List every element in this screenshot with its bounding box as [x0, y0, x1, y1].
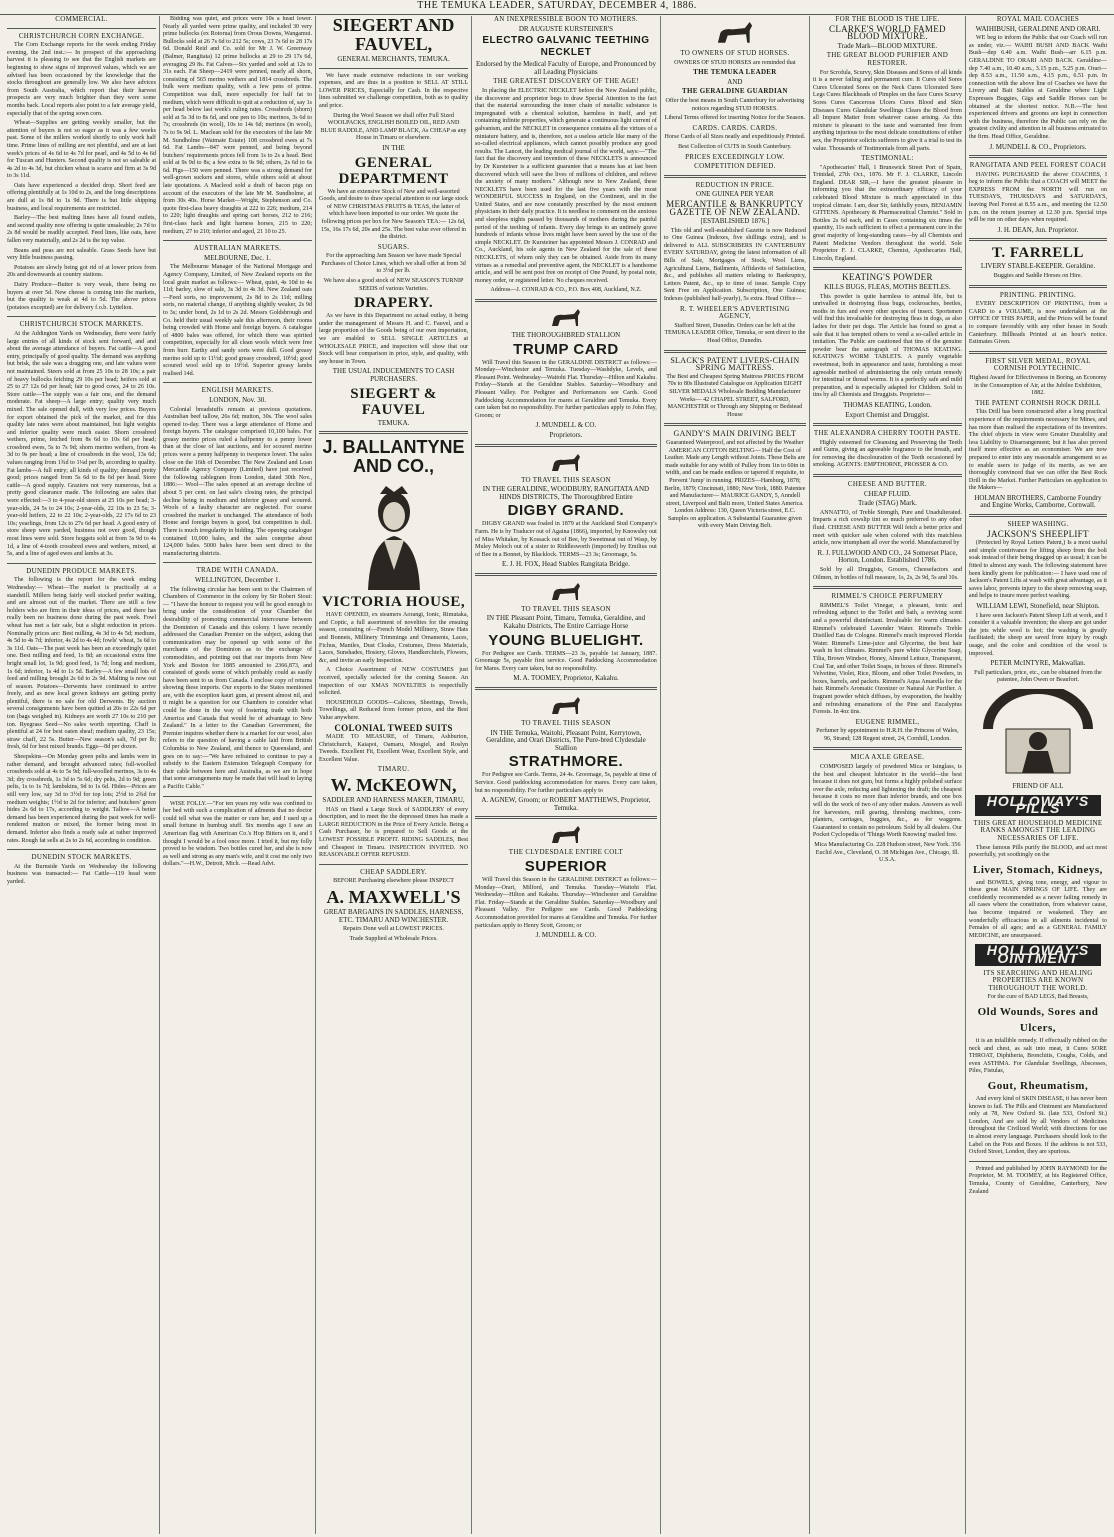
advert-text: IN THE — [382, 143, 405, 152]
advert-title: A. MAXWELL'S — [326, 887, 461, 907]
advert-subtitle: LIVERY STABLE-KEEPER. Geraldine. — [980, 262, 1096, 271]
advert-signature: J. H. DEAN, Jun. Proprietor. — [997, 225, 1079, 234]
advert-subtitle: IN THE GERALDINE, WOODBURY, RANGITATA AND HINDS DISTRICTS, The Thoroughbred Entire — [482, 485, 650, 501]
advert-text: For Pedigree see Cards. TERMS—23 3s, payable 1st January, 1887. Groomage 5s, payable first service. Good Paddocking Accommodation for Mares. Every care taken, but no responsibility. — [475, 650, 657, 672]
advert-signature: THOMAS KEATING, London. — [843, 400, 932, 409]
article-text: Potatoes are slowly being got rid of at lower prices from 20s and downwards at country stations. — [7, 264, 157, 279]
advert-text: Mica Manufacturing Co. 228 Hudson street, New York. 356 Euclid Ave., Cleveland, O. 38 Michigan Ave., Chicago, Ill. U.S.A. — [814, 842, 961, 864]
advert-head: R. T. WHEELER'S ADVERTISING AGENCY, — [679, 304, 790, 321]
advert-text: it is an infallible remedy. If effectually rubbed on the neck and chest, as salt into meat, it Cures SORE THROAT, Diphtheria, Bronchitis, Coughs, Colds, and even ASTHMA. For Glandular Swellings, Abscesses, Piles, Fistulas, — [968, 1038, 1108, 1075]
article-head: ENGLISH MARKETS. — [201, 386, 274, 395]
advert-head: MICA AXLE GREASE. — [850, 753, 925, 762]
holloway-pills-banner: HOLLOWAY'S PILLS — [975, 795, 1101, 816]
article-text: Barley—The best malting lines have all found outlets, and second quality now offering is quite unsaleable; 2s 7d to 2s 8d would be readily accepted. Feed lines, like oats, have fallen very materially, and 2s 2d is the top value. — [7, 215, 157, 245]
advert-text: As we have in this Department no actual outlay, it being under the management of Messrs H. and C. Fauvel, and a large proportion of the Goods being of our own importation, we are enabled to SELL SINGLE ARTICLES at WHOLESALE PRICE, and inspection will show that our Stock will bear comparison in price, style, and quality, with any house in Town. — [319, 313, 469, 365]
article-text: At the Burnside Yards on Wednesday the following business was transacted:— Fat Cattle—119 head were yarded. — [7, 863, 157, 885]
advert-signature: A. AGNEW, Groom; or ROBERT MATTHEWS, Proprietor, Temuka. — [481, 796, 651, 812]
advert-text: I have seen Jackson's Patent Sheep Lift at work, and I consider it a valuable invention; the sheep are got under the jets while wool is hot; the washing is greatly facilitated; the sheep are saved from injury by rough usage, and the color and condition of the wool is improved. — [968, 612, 1108, 657]
advert-head: ROYAL MAIL COACHES — [996, 16, 1080, 23]
advert-head: TESTIMONIAL: — [861, 154, 914, 163]
advert-head: PRINTING. PRINTING. — [999, 290, 1077, 299]
advert-head: TO TRAVEL THIS SEASON — [521, 719, 611, 728]
advert-title: MERCANTILE & BANKRUPTCY GAZETTE OF NEW ZEALAND. — [666, 198, 804, 217]
column-2 — [160, 16, 316, 1534]
advert-text: For Pedigree see Cards. Terms, 24 4s. Groomage, 5s, payable at time of Service. Good paddocking accommodation for mares. Every care taken, but no responsibility. For further particulars apply to — [475, 772, 657, 794]
article-text: Sheepskins—On Monday green pelts and lambs were in rather demand, and brought advanced rates; full-woolled crossbreds sold at 4s to 5s 9d; full-woolled merinos, 3s to 4s 3d; dry crossbreds, 1s 3d to 5s 6d; dry pelts, 2d to 9d; green pelts, 1s to 1s 7d; lambskins, 9d to 1s 6d. Hides—Prices are still very low, say 3d to 3½d for top lots; 2½d to 2¾d for medium weights; 1½d to 2d for inferior; and butchers' green hides 2s 6d to 17s, according to weight. Tallow—A better demand has been experienced during the past week for well-rendered mutton or mixed, the former being most in demand. Inferior also finds a ready sale at rather improved rates. Rough fat sells at 2s to 2s 6d, according to condition. — [7, 754, 157, 844]
advert-text: Trade Supplied at Wholesale Prices. — [349, 935, 438, 942]
advert-title: W. McKEOWN, — [330, 775, 457, 796]
advert-text: Will Travel this Season in the GERALDINE DISTRICT as follows:— Monday—Winchester and Temuka. Tuesday—Washdyke, Levels, and Pleasant Point. Wednesday—Waitohi Flat. Thursday—Hilton and Kakahu. Friday—Stands at the Geraldine Stables. Saturday—Woodbury and Pleasant Valley. For Pedigree and Performances see Cards. Good Paddocking Accommodation for mares at Geraldine and Temuka. Every care taken but no responsibility. For further particulars apply to John Hay, Groom; or — [475, 359, 657, 419]
article-text: Colonial breadstuffs remain at previous quotations. Australian beef tallow, 26s 6d; mutton, 30s. The wool sales opened to-day. There was a large attendance of Home and foreign buyers. The catalogue comprised 10,100 bales. For greasy merino prices ruled a halfpenny to a penny lower than at the close of last auctions, and for scoured merino prices were a penny halfpenny to twopence lower. The sales close on the 16th of December. The New Zealand and Loan Mercantile Agency Company (Limited) have just received the following cablegram from London, dated 30th Nov., 1886:— Wool—The sales opened at an average decline of about 5 per cent. on last sale's closing rates, the principal decline being in medium and inferior greasy and scoured. Wools of a faulty character are neglected. For coarse crossbred the market is unchanged. The attendance of both Home and foreign buyers is good, but competition is dull. There is much irregularity in bidding. The opening catalogue contained 10,000 bales, and the sales comprise about 124,000 bales. 5000 bales have been sent direct to the manufacturing districts. — [163, 406, 313, 557]
advert-text: WE beg to inform the Public that our Coach will run as under, viz.— WAIHI BUSH AND BACK Waihi Bush—dep 6.40 a.m. Waihi Bush—arr 6.15 p.m. GERALDINE TO ORARI AND BACK. Geraldine—dep 7.40 a.m., 10.40 a.m., 3.15 p.m., 5.25 p.m. Orari—dep 8.53 a.m., 11.50 a.m., 4.15 p.m., 6.51 p.m. In connection with the above line of Coaches we have the Livery and Bait Stables at Geraldine where Light Expresses Buggies, Gigs and Saddle Horses can be obtained at the shortest notice. N.B.—The best experienced drivers and grooms are kept in connection with the business, therefore the Public can rely on the greatest civility and attention in all business entrusted to the firm. Head Office, Geraldine. — [968, 35, 1108, 140]
advert-signature: J. MUNDELL & CO. — [535, 421, 597, 430]
advert-text: In placing the ELECTRIC NECKLET before the New Zealand public, the discoverer and proprietor begs to draw Special Attention to the fact that the material surrounding the inner chain of metallic substance is impregnated with a chemical solution, harmless in itself, and yet containing infinite properties, which generate a continuous light current of galvanism, and the NECKLET in consequence contains all the virtues of a miniature battery, and is, therefore, not a useless article like many of the so-called electrical appliances, which cannot possibly produce any good results. The Lancet, the leading medical journal of the world, says:—"The fact that the discovery and invention of these NECKLETS is announced by Dr Kursteiner is a sufficient guarantee that a means has at last been discovered which will save the lives of millions of children, and relieve the anxiety of many mothers." Although new to New Zealand, these NECKLETS have been used for the last five years with the most WONDERFUL SUCCESS in England, on the Continent, and in the United States, and are now constantly prescribed by the most eminent physicians in their daily practice. It is needless to comment on the anxious and sleepless nights passed by thousands of mothers during the painful period of the teething of infants. Every day brings to an untimely grave hundreds of infants whose lives might have been saved by the use of the simple NECKLET. Dr Kursteiner has appointed Messrs J. CONRAD and Co., Auckland, his sole agents in New Zealand for the sale of these NECKLETS, of whom only they can be obtained. Aside from its many virtues as a remedial and preventive agent, the NECKLET is a handsome article, and will be sent post free on receipt of One Pound, by postal note, money order, or registered letter. No cheques received. — [475, 87, 657, 284]
advert-signature: HOLMAN BROTHERS, Camborne Foundry and Engine Works, Camborne, Cornwall. — [974, 493, 1102, 510]
advert-signature: Proprietors. — [549, 430, 583, 439]
advert-title: DRAPERY. — [353, 295, 434, 312]
advert-head: THE ALEXANDRA CHERRY TOOTH PASTE. — [813, 429, 961, 438]
advert-head: COMPETITION DEFIED. — [694, 162, 776, 171]
advert-text: Full particulars, price, etc., can be obtained from the patentee, John Owen or Beaufort. — [974, 669, 1102, 684]
advert-text: EVERY DESCRIPTION OF PRINTING, from a CARD to a VOLUME, is now undertaken at the OFFICE OF THIS PAPER, and the Prices will be found to compare favorably with any other house in South Canterbury. Billheads Printed at an hour's notice. Estimates Given. — [968, 301, 1108, 346]
advert-head: CHEESE AND BUTTER. — [847, 480, 927, 489]
advert-text: For the cure of BAD LEGS, Bad Breasts, — [987, 994, 1089, 1001]
advert-text: Guaranteed Waterproof, and not affected by the Weather AMERICAN COTTON BELTING— Half the Cost of Leather. Made any Length without Joints. These Belts are made suitable for any width of Pulley from 1in to 60in in width, and can be made endless or tapered if requisite, to Prevent 'Jump' in running. PRIZES—Hamburg, 1878; Berlin, 1879; Cincinnati, 1880; New York, 1880. Patentee and Manufacturer— MAURICE GANDY, 5, Anndell street, Liverpool and Balti more, United States America. London Address: 130, Queen Victoria street, E.C. Samples on application. A Substantial Guarantee given with every Main Driving Belt. — [664, 439, 806, 530]
advert-head: THIS GREAT HOUSEHOLD MEDICINE RANKS AMONGST THE LEADING NECESSARIES OF LIFE. — [973, 818, 1103, 842]
advert-text: Repairs Done well at LOWEST PRICES. — [342, 926, 445, 933]
advert-title: Liver, Stomach, Kidneys, — [973, 863, 1103, 876]
advert-head: THE GREATEST DISCOVERY OF THE AGE! — [493, 77, 639, 86]
advert-subtitle: WAIHIBUSH, GERALDINE AND ORARI. — [975, 24, 1101, 33]
article-head: CHRISTCHURCH CORN EXCHANGE. — [18, 31, 145, 40]
article-head: CHRISTCHURCH STOCK MARKETS. — [19, 320, 144, 329]
advert-signature: WILLIAM LEWI, Stonefield, near Shipton. — [976, 602, 1100, 610]
advert-signature: R. J. FULLWOOD AND CO., 24 Somerset Place, Horton, London. Established 1786. — [817, 548, 958, 565]
holloway-ointment-banner: HOLLOWAY'S OINTMENT — [975, 944, 1101, 965]
advert-text: We have made extensive reductions in our working expenses, and are thus in a position to SELL AT STILL LOWER PRICES, Especially for Cash. In the respective lines submitted we challenge competition, both as to quality and price. — [319, 72, 469, 109]
advert-title: GENERAL DEPARTMENT — [338, 154, 449, 187]
advert-signature: J. MUNDELL & CO., Proprietors. — [989, 142, 1087, 151]
advert-head: GANDY'S MAIN DRIVING BELT — [673, 429, 797, 439]
advert-title: JACKSON'S SHEEPLIFT — [987, 528, 1089, 539]
advert-head: TO OWNERS OF STUD HORSES. — [680, 49, 790, 57]
article-text: The Melbourne Manager of the National Mortgage and Agency Company, Limited, of New Zealand reports on the local grain market as follows:— Wheat, quiet, 4s 10d to 4s 11d; barley, slow of sale, 3s 3d to 4s 3d. New Zealand oats—Feed sorts, no improvement, 2s 8d to 2s 11d; milling sorts, no material change, if anything slightly weaker, 2s 9d to 3s; under bond, 2s 1d to 2s 2d. Messrs Goldsbrough and Co. held their usual weekly sale this afternoon, their rooms being crowded with Home and foreign buyers. A catalogue of 4800 bales was offered, for which there was spirited competition, especially for all clean wools which were free from burr. Earthy and sandy sorts were dull. Good greasy merino sold up to 11½d; good greasy crossbred, 10½d; good scoured wool sold up to 19½d. Superior greasy lambs realised 14d. — [163, 264, 313, 377]
advert-head: THE PATENT CORNISH ROCK DRILL — [975, 398, 1101, 407]
column-1 — [4, 16, 160, 1534]
advert-text: We have also a good stock of NEW SEASON'S TURNIP SEEDS of various Varieties. — [323, 278, 464, 292]
article-head: DUNEDIN STOCK MARKETS. — [31, 853, 132, 862]
advert-subtitle: ONE GUINEA PER YEAR — [696, 190, 774, 199]
advert-text: AND — [727, 77, 743, 86]
advert-head: CARDS. CARDS. CARDS. — [692, 123, 778, 132]
advert-title: DIGBY GRAND. — [507, 502, 625, 520]
column-7 — [966, 16, 1110, 1534]
advert-text: Buggies and Saddle Horses on Hire. — [993, 273, 1083, 280]
advert-text: ANNATTO, of Treble Strength, Pure and Unadulterated. Imparts a rich cowslip tint so much preferred to any other fluid. CHEESE AND BUTTER Will fetch a better price and meet with quicker sale when colored with this matchless article, now triumphant all over the world. Manufactured by — [812, 509, 962, 547]
advert-head: SHEEP WASHING. — [1007, 520, 1069, 529]
horse-icon — [548, 694, 584, 718]
advert-title: KEATING'S POWDER — [842, 272, 933, 283]
advert-head: TO TRAVEL THIS SEASON — [521, 604, 611, 613]
advert-subtitle: KILLS BUGS, FLEAS, MOTHS BEETLES. — [824, 283, 951, 291]
advert-text: The Best and Cheapest Spring Mattress PRICES FROM 70s to 80s Illustrated Catalogue on Application EIGHT SILVER MEDALS Wholesale Bedding Manufacturer Works— 42 CHAPEL STREET, SALFORD, MANCHESTER or Through any Shipping or Bedstead House — [666, 373, 804, 418]
advert-text: Offer the best means in South Canterbury for advertising notices regarding STUD HORSES. — [665, 97, 805, 112]
advert-head: REDUCTION IN PRICE. — [695, 180, 775, 189]
advert-text: and BOWELS, giving tone, energy, and vigour to these great MAIN SPRINGS OF LIFE. They are confidently recommended as a never failing remedy in all cases where the constitution, from whatever cause, has become impaired or weakened. They are wonderfully efficacious in all ailments incidental to Females of all ages; and as a GENERAL FAMILY MEDICINE, are unsurpassed. — [968, 879, 1108, 939]
queen-portrait-icon — [354, 480, 434, 590]
horse-icon — [548, 451, 584, 475]
article-text: At the Addington Yards on Wednesday, there were fairly large entries of all kinds of stock sent forward, and and about the average attendance of buyers. Fat cattle—A good entry, principally of good quality. The demand was anything but brisk, the sale was a dragging one, and late values were not maintained. Steers sold at from 25 10s to 28 10s; a pair of heavy bullocks fetching 29 10s per head; heifers sold at 25 to 27 12s 6d per head; fair to good cows, 24 to 26 10s. Store cattle—The supply was a fair one, and the demand moderate. Fat sheep—A large entry; quality very much mixed. The sale opened dull, with very low prices. Buyers for export obtained the pick of the market, and for this quality late rates were about maintained, but light weights and inferior quality were much easier. Shorn crossbred wethers, prime, fetched from 8s 6d to 10s 6d per head; crossbred ewes, 5s to 7s 9d; shorn merino wethers, from 4s 3d to 9s per head; a line of crossbreds in the wool, 13s 6d; values ranging from 1¾d to 1¼d per lb, according to quality. Fat lambs—A full entry; all kinds of quality; demand pretty good; prices ranged from 5s 6d to 8s 6d per head. Store cattle—A good supply. Graziers not very numerous, but a pretty good clearance made. The following are sales that were effected:—3 to 4-year-old steers at 25 10s per head; 3-year-olds, 24 5s to 24 10s; 2-year-olds, 22 10s to 23 5s; 3-year-old heifers, 22 to 22 10s; 2-year-olds, 22 17s 6d to 23 10s; yearlings, from 12s to 27s 6d per head. A good entry of store sheep were yarded, business not over good, though most lines were sold. Store hoggets sold at from 3s 9d to 4s 1d, a line of 4-tooth crossbred ewes and wethers, mixed, at 5s, and a line of aged ewes and lambs at 3s. — [7, 330, 157, 558]
advert-head: RANGITATA AND PEEL FOREST COACH — [969, 161, 1107, 170]
advert-text: MADE TO MEASURE, of Timaru, Ashburton, Christchurch, Kaiapoi, Oamaru, Mosgiel, and Roslyn Tweeds. Excellent Fit, Excellent Wear, Excellent Style, and Excellent Value. — [319, 734, 469, 763]
advert-text: (Protected by Royal Letters Patent,) Is a most useful and simple contrivance for lifting sheep from the bolt soak instead of their being dragged up as usual; it can be fitted to almost any wash. The following statement have been kindly given for publication:— I have used one of Jackson's Patent Lifts at wash with great advantage, as it saves labor, prevents injury to the sheep removing soap, and helps to insure more perfect washing. — [968, 540, 1108, 600]
advert-text: "Apothecaries' Hall, 1 Brunswick Street Port of Spain, Trinidad, 27th Oct., 1876. Mr F. J. CLARKE, Lincoln England. DEAR SIR,—I have the greatest pleasure in informing you that the extraordinary efficacy of your celebrated Blood Mixture is much appreciated in this tropical climate. I am, dear Sir, faithfully yours, BENJAMIN GITTENS. Apothecary & Pharmaceutical Chemist." Sold in Bottles 2s 6d each, and in Cases containing six times the quantity, 11s each sufficient to effect a permanent cure in the great majority of long-standing cases—by all Chemists and Patent Medicine Vendors throughout the world. Sole Proprietor F. J. CLARKE, Chemist, Apothecaries Hall, Lincoln, England. — [812, 164, 962, 262]
dateline: MELBOURNE, Dec. 1. — [203, 253, 272, 262]
advert-text: COMPOSED largely of powdered Mica or Isinglass, is the best and cheapest lubricator in the world—the best because it does not gum, but forms a highly polished surface over the axle, reducing and lightening the draft; the cheapest because it costs no more than inferior brands, and one box will do the work of two of any other makes. Answers as well for harvesters, mill gearing, threshing machines, corn-planters, carriages, buggies, &c., as for waggons. Guaranteed to contain no petroleum. Sold by all dealers. Our Pocket Cyclopedia of 'Things Worth Knowing' mailed free. — [812, 764, 962, 839]
advert-head: PRICES EXCEEDINGLY LOW. — [685, 152, 785, 161]
advert-text: This Drill has been constructed after a long practical experience of the requirements necessary for Mines, and has more than realised the expectations of its inventors. The chief objects in view were Greater Durability and less Liability to Disarrangement; but it has also proved itself more effective as an economiser. We are now prepared to enter into any reasonable arrangement so as to enable users to judge of its merits, as we are thoroughly convinced that we can offer the Best Rock Drill in the Market. Further Particulars on application to the Makers— — [968, 409, 1108, 492]
advert-title: VICTORIA HOUSE, — [321, 594, 466, 611]
advert-title: SIEGERT & FAUVEL — [350, 385, 437, 418]
advert-text: Will Travel this Season in the GERALDINE DISTRICT as follows:— Monday—Orari, Milford, and Temuka. Tuesday—Waitohi Flat. Wednesday—Hilton and Kakahu. Thursday—Winchester and Geraldine Flat. Friday—Stands at the Geraldine Stables. Saturday—Woodbury and Pleasant Valley. For Pedigree see Cards. Good Paddocking Accommodation provided for mares at Geraldine and Temuka. For further particulars apply to Henry Scott, Groom; or — [475, 876, 657, 929]
advert-text: OWNERS OF STUD HORSES are reminded that — [674, 59, 796, 66]
advert-text: These famous Pills purify the BLOOD, and act most powerfully, yet soothingly on the — [968, 844, 1108, 859]
advert-title: CLARKE'S WORLD FAMED BLOOD MIXTURE. — [829, 23, 946, 42]
advert-title: Gout, Rheumatism, — [987, 1079, 1089, 1092]
advert-subtitle: Trade Mark—BLOOD MIXTURE. — [837, 41, 938, 50]
advert-head: THE GERALDINE GUARDIAN — [681, 87, 788, 96]
column-6 — [810, 16, 966, 1534]
advert-head: FOR THE BLOOD IS THE LIFE. — [835, 16, 940, 23]
horse-icon — [548, 306, 584, 330]
masthead: THE TEMUKA LEADER, SATURDAY, DECEMBER 4, 1886. — [0, 0, 1114, 15]
advert-text: Stafford Street, Dunedin. Orders can be left at the TEMUKA LEADER Office, Temuka, or sent direct to the Head Office, Dunedin. — [664, 322, 806, 344]
advert-head: RIMMEL'S CHOICE PERFUMERY — [831, 592, 944, 601]
advert-text: Perfumer by appointment to H.R.H. the Princess of Wales, 96, Strand; 128 Regent street, 24, Cornhill, London. — [816, 728, 959, 742]
dateline: LONDON, Nov. 30. — [209, 395, 266, 404]
advert-text: Best Collection of CUTS in South Canterbury. — [678, 143, 792, 150]
advert-title: TRUMP CARD — [513, 340, 619, 358]
advert-text: Liberal Terms offered for inserting Notice for the Season. — [664, 115, 806, 122]
article-text: The following is the report for the week ending Wednesday:— Wheat—The market is practically at a standstill. Millers being fairly well stocked prefer waiting, and are almost out of the market. There are still a few holders who are firm in their ideas of prices, and there has really been no business done during the past week. Fowl wheat has met a fair sale, but a slight reduction in prices. Nominally prices are: Best milling, 4s 3d to 4s 5d; medium, 4s 5d to 4s 7d; inferior, 4s 2d to 4s 4d; fowls' wheat, 3s 6d to 3s 11d. Oats—The past week has been an exceedingly quiet one. Best milling and feed, 1s 8d; an occasional extra fine bright small lot, 1s 9d; good feed, 1s 7d; long and medium, 1s 6d; inferior, 1s 4d to 1s 5d. Barley—A few small lots of feed and milling brought 2s 6d to 2s 9d. Malting is now out of season. Potatoes—Derwents have continued to arrive freely, and as new local grown kidneys are getting pretty plentiful, there is no sale for old Derwents. By auction several consignments have been quitted at 20s to 22s 6d per ton (bags weighed in). Kidneys are worth 27 10s to 210 per ton. Ryegrass Seed—No sales worth reporting. Chaff is plentiful at 24 for best oaten sheaf; medium quality, 23 15s; straw chaff, 22 5s. Butter—New season's salt, 7d per lb; fresh, 6d for best mixed brands. Eggs—8d per dozen. — [7, 577, 157, 751]
advert-text: Sold by all Druggists, Grocers, Cheesefactors and Oilmen, in bottles of full measure, 1s, 2s, 2s 9d, 5s and 10s. — [812, 567, 962, 581]
seal-lettering: FRIEND OF ALL — [1012, 781, 1064, 790]
advert-text: During the Wool Season we shall offer Full Sized WOOLPACKS, ENGLISH BOILED OIL, RED AND BLUE RADDLE, AND LAMP BLACK, As CHEAP as any House in Timaru or elsewhere. — [320, 112, 467, 142]
advert-subtitle: DR AUGUSTE KURSTEINER'S — [518, 24, 614, 33]
advert-subtitle: GREAT BARGAINS IN SADDLES, HARNESS, ETC. TIMARU AND WINCHESTER. — [323, 908, 464, 924]
article-head: AUSTRALIAN MARKETS. — [193, 244, 282, 253]
article-text: Dairy Produce—Butter is very weak, there being no buyers at over 5d. New cheese is coming into the markets, but the quality is weak at 4d to 5d. The above prices (potatoes excepted) are for delivery f.o.b. Lyttelton. — [7, 282, 157, 311]
advert-text: HOUSEHOLD GOODS—Calicoes, Sheetings, Towels, Towellings, all Reduced from former prices, and the Best Value anywhere. — [319, 699, 469, 721]
advert-text: TEMUKA. — [377, 418, 410, 427]
advert-text: BEFORE Purchasing elsewhere please INSPECT — [333, 878, 454, 885]
advert-head: COLONIAL TWEED SUITS — [334, 722, 453, 733]
article-text: The Corn Exchange reports for the week ending Friday evening, the 2nd inst.:— In prospect of the approaching harvest it is pleasing to see that the English markets are beginning to show signs of improved values, which we are advised has been occasioned by the knowledge that the stocks throughout are generally low. We also have advices from South Australia, which report that their harvest prospects are very much brighter than they were some months back. Local reports also point to a fair average yield, especially that of the spring sown corn. — [7, 42, 157, 117]
advert-subtitle: IN THE Temuka, Waitohi, Pleasant Point, Kerrytown, Geraldine, and Orari Districts, The Pure-bred Clydesdale Stallion — [486, 728, 646, 752]
advert-signature: E. J. H. FOX, Head Stables Rangitata Bridge. — [501, 560, 630, 569]
advert-head: SUGARS. — [377, 242, 410, 251]
advert-text: HAVING PURCHASED the above COACHES, I beg to inform the Public that a COACH will MEET the EXPRESS FROM the NORTH will run on TUESDAYS, THURSDAYS and SATURDAYS, leaving Peel Forest at 8.55 a.m., and meeting the 12.50 p.m. on the return journey at 12.30 p.m. Special trips will be run on other days when required. — [968, 171, 1108, 224]
advert-head: EUGENE RIMMEL, — [855, 717, 920, 726]
advert-text: For the approaching Jam Season we have made Special Purchases of Choice Lines, which we shall offer at from 3d to 3½d per lb. — [321, 253, 466, 275]
advert-text: THE USUAL INDUCEMENTS TO CASH PURCHASERS. — [332, 367, 455, 383]
advert-text: Horse Cards of all Sizes neatly and expeditiously Printed. — [664, 134, 806, 141]
article-text: Oats have experienced a decided drop. Short feed are offering plentifully at 1s 10d to 2s, and the long descriptions are dull at 1s 8d to 1s 9d. There is but little shipping business, and local requirements are restricted. — [7, 182, 157, 212]
horse-icon — [713, 18, 757, 48]
article-text: Bidding was quiet, and prices were 10s a head lower. Nearly all yarded were prime quality, and included 30 very prime bullocks (ex Rotorua) from Orous Downs, Wangamui. Bullocks sold at 26 7s 6d to 212 5s; cows, 23 7s 6d to 28 17s 6d. Donald Reid and Co. sold for Mr J. W. Greenway (Balmer, Rangitata) 12 prime bullocks at 29 to 29 17s 6d, averaging 29 8s. Fat Calves—Six yarded and sold at 12s to 31s each. Fat Sheep—2419 were penned, nearly all shorn, consisting of 565 merino wethers and 1814 crossbreds. The bulk were medium quality, with a few pens of prime. Competition was dull, more especially for half fat to medium, which were difficult to quit at a reduction of, say 1s per head below last week's ruling rates. Crossbreds (shorn) sold at 5s 3d to 8s 6d, and one pen to 10s; merinos, 3s 6d to 7s; crossbreds (in wool), 10s to 14s 6d; merinos (in wool), 7s to 9s 9d. L. Maclean sold for the executors of the late Mr M. Sundholme (Waimate Estate) 108 crossbred ewes at 7s 6d. Fat Lambs—847 were penned, and being beyond butchers' requirements prices fell from 1s to 2s a head. Best sold at 9s 9d to 8s; a few extra to 9s 9d; others, 2s 6d to 6s 6d. Pigs—150 were penned. There was a strong demand for well-grown suckers and stores, while others sold at about late quotations. A Macleod sold a draft of bacon pigs on account of the executors of the late Mr M. Sundholme, at from 30s 40s. Horse Market—Wright, Stephenson and Co. quote first-class heavy draughts at 222 to 226; medium, 214 to 220; light draughts and spring cart horses, 212 to 216; first-class hack and light harness horses, 215 to 220; medium, 27 to 210; inferior and aged, 21 10 to 25. — [163, 16, 313, 235]
advert-head: THE GREAT BLOOD PURIFIER AND RESTORER. — [826, 51, 949, 67]
advert-subtitle: GENERAL MERCHANTS, TEMUKA. — [337, 55, 450, 63]
article-text: Beans and peas are not saleable. Grass Seeds have but very little business passing. — [7, 247, 157, 262]
advert-text: DIGBY GRAND was foaled in 1879 at the Auckland Stud Company's Farm. He is by Traducer out of Againa (1866), imported, by Knowsley out of Miss Whitaker, by Kossack out of Bee, by Sweetmeat out of Wasp, by Muley Moloch out of a sister to Riddlesworth (imported) by Emilius out of Bee in a Bonnet, by Blacklock. TERMS—23 3s; Groomage, 5s. — [475, 521, 657, 558]
column-4 — [472, 16, 661, 1534]
advert-head: THE CLYDESDALE ENTIRE COLT — [508, 848, 624, 857]
advert-title: T. FARRELL — [991, 245, 1084, 262]
dateline: WELLINGTON, December 1. — [194, 575, 281, 584]
advert-subtitle: [ESTABLISHED 1876.] — [700, 217, 770, 226]
advert-head: ITS SEARCHING AND HEALING PROPERTIES ARE KNOWN THROUGHOUT THE WORLD. — [983, 968, 1093, 992]
advert-signature: Export Chemist and Druggist. — [845, 410, 930, 419]
advert-title: SIEGERT AND FAUVEL, — [332, 16, 455, 54]
advert-signature: PETER McINTYRE, Makwallan. — [990, 659, 1086, 668]
advert-text: A Choice Assortment of NEW COSTUMES just received, specially selected for the coming Season. An inspection of our XMAS NOVELTIES is respectfully solicited. — [319, 667, 469, 697]
advert-head: TIMARU. — [377, 765, 410, 774]
horse-icon — [548, 580, 584, 604]
advert-subtitle: THE THOROUGHBRED STALLION — [511, 331, 621, 339]
advert-text: And every kind of SKIN DISEASE, it has never been known to fail. The Pills and Ointment are Manufactured only at 78, New Oxford St. (late 533, Oxford St.) London, And are sold by all Vendors of Medicines throughout the Civilized World; with directions for use in almost every language. Purchasers should look to the Label on the Pots and Boxes. If the address is not 533, Oxford Street, London, they are spurious. — [968, 1095, 1108, 1156]
advert-head: TO TRAVEL THIS SEASON — [521, 475, 611, 484]
advert-head: SLACK'S PATENT LIVERS-CHAIN SPRING MATTRESS. — [670, 355, 800, 373]
article-head: TRADE WITH CANADA. — [196, 566, 279, 575]
advert-title: Old Wounds, Sores and Ulcers, — [977, 1006, 1099, 1034]
advert-title: STRATHMORE. — [508, 753, 624, 771]
advert-text: Highest Award for Effectiveness in Boring, an Economy in the Consumption of Air, at the Jubilee Exhibition, 1882. — [969, 374, 1107, 397]
article-text: Wheat—Supplies are getting weekly smaller, but the attention of buyers is not so eager as it was a few weeks past. Some of the millers worked shortly to only work half time. Prime lines of milling are not plentiful, and are at last week's prices of 4s 6d to 4s 7d for pearl, and 4s 5d to 4s 6d for Tuscan and Hunters. Second quality is not so saleable at 4s 2d to 4s 3d, but chicken wheat is scarce and firm at 3s 9d to 3s 11d. — [7, 120, 157, 180]
advert-text: Address—J. CONRAD & CO., P.O. Box 408, Auckland, N.Z. — [490, 287, 642, 294]
advert-title: J. BALLANTYNE AND CO., — [322, 437, 465, 477]
advert-text: RIMMEL'S Toilet Vinegar, a pleasant, tonic and refreshing adjunct to the Toilet and bath, a reviving scent and a powerful disinfectant. Invaluable for warm climates. Rimmel's celebrated Lavender Water. Rimmel's Treble Distilled Eau de Cologne. Rimmel's much improved Florida Water. Rimmel's Lime-juice and Glycerine, the best hair wash in hot climates. Rimmel's pure white Glycerine Soap, Tilia, Brown Windsor, Honey, Almond Lettuce, Transparent, Coal Tar, and other Toilet Soaps, in boxes of three. Rimmel's Velvetine, Violet, Rice, Bloom, and other Toilet Powders, in boxes, barrels, and packets. Rimmel's Aqua Amarella for the hair. Rimmel's Aromatic Ozonizer or Natural Air Purifier. A fragrant powder which diffuses, by evaporation, the healthy and refreshing emanations of the Pine and Eucalyptus Forests. In 4oz tins. — [812, 602, 962, 716]
advert-text: HAVE OPENED, ex steamers Aorangi, Ionic, Rimutaka, and Coptic, a full assortment of novelties for the ensuing season, consisting of—French Model Millinery, Straw Hats and Bonnets, Millinery Trimmings and Ornaments, Laces, Fichus, Mantles, Dust Cloaks, Costumes, Dress Materials, Laces, Sunshades, Hosiery, Gloves, Handkerchiefs, Flowers, &c, and invite an early Inspection. — [319, 612, 469, 664]
advert-text: We have an extensive Stock of New and well-assorted Goods, and desire to draw special attention to our large stock of NEW CHRISTMAS FRUITS & TEAS, the latter of which have been imported to our order. We quote the following prices per box for New Season's TEA:— 12s 6d, 15s, 16s 17s 6d, 20s and 25s. The best value ever offered in the district. — [319, 188, 469, 241]
advert-head: CHEAP SADDLERY. — [360, 867, 427, 876]
advert-text: HAS on Hand a Large Stock of SADDLERY of every description, and to meet the the depressed times has made a LARGE REDUCTION in the Price of Every Article. Being a Cash Purchaser, he is prepared to Sell Goods at the LOWEST POSSIBLE PROFIT. RIDING SADDLES, Best and Cheapest in Timaru. INSPECTION INVITED. NO REASONABLE OFFER REFUSED. — [319, 806, 469, 859]
advert-signature: M. A. TOOMEY, Proprietor, Kakahu. — [513, 674, 619, 683]
advert-head: AN INEXPRESSIBLE BOON TO MOTHERS. — [493, 16, 638, 23]
advert-title: YOUNG BLUELIGHT. — [488, 631, 644, 649]
advert-title: ELECTRO GALVANIC TEETHING NECKLET — [482, 35, 650, 59]
section-head: COMMERCIAL. — [55, 16, 108, 23]
advert-subtitle: SADDLER AND HARNESS MAKER, TIMARU, — [322, 796, 465, 805]
horse-icon — [548, 823, 584, 847]
advert-subtitle: Endorsed by the Medical Faculty of Europe, and Pronounced by all Leading Physicians — [475, 60, 656, 76]
imprint: Printed and published by JOHN RAYMOND for the Proprietor, M. M. TOOMEY, at his Registered Office, Temuka, County of Geraldine, Canterbury, New Zealand — [968, 1165, 1108, 1195]
advert-signature: J. MUNDELL & CO. — [535, 931, 597, 940]
advert-text: Highly esteemed for Cleansing and Preserving the Teeth and Gums, giving an agreeable fragrance to the breath, and for removing the discolouration of the Teeth occasioned by smoking. AGENTS: EMPTHORNE, PROSSER & CO. — [812, 439, 962, 469]
column-3 — [316, 16, 472, 1534]
article-text: WISE FOLLY.—"For ten years my wife was confined to her bed with such a complication of ailments that no doctor could tell what was the matter or cure her, and I used up a small fortune in humbug stuff. Six months ago I saw an American flag with American Co.'s Hop Bitters on it, and I thought I would be a fool once more. I tried it, but my folly proved to be wisdom. Two bottles cured her, and she is now as well and strong as any man's wife, and it cost me only two dollars."—H.W., Detroit, Mich. —Read Advt. — [163, 800, 313, 868]
article-head: DUNEDIN PRODUCE MARKETS. — [26, 566, 137, 575]
advert-head: FIRST SILVER MEDAL, ROYAL CORNISH POLYTECHNIC. — [985, 356, 1091, 373]
advert-head: THE TEMUKA LEADER — [693, 68, 777, 77]
holloway-seal-icon — [978, 689, 1098, 779]
advert-text: For Scrofula, Scurvy, Skin Diseases and Sores of all kinds it is a never failing and permanent cure. It Cures old Sores Cures Ulcerated Sores on the Neck Cures Ulcerated Sore Legs Cures Blackheads of Pimples on the face Cures Scurvy Sores Cures Cancerous Ulcers Cures Blood and Skin Diseases Cures Glandular Swellings Clears the Blood from all Impure Matter from whatever cause arising. As this mixture is pleasant to the taste and warranted free from anything injurious to the most delicate constitutions of either sex, the Proprietor solicits sufferers to give it a trial to test its value. Thousands of Testimonials from all parts. — [812, 69, 962, 152]
article-text: The following circular has been sent to the Chairmen of Chambers of Commerce in the colony by Sir Robert Stout:— "I have the honour to request you will be good enough to bring under the consideration of your Chamber the desirability of promoting commercial intercourse between the Dominion of Canada and this colony. I have recently addressed the Canadian Premier on the subject, asking that communication may be opened up with some of the merchants of the Dominion as to the exchange of commodities, and pointing out that our imports from New York and Boston for 1885 amounted to 2366,873, and consisted of goods some of which probably could as easily have been sent to us from Canada. I enclose copy of returns showing these imports. Our exports to the States mentioned are, with the exception kauri gum, at present almost nil, and it might be a question for our Chambers to consider what could be done in the way of fostering trade with both America and Canada that would be of advantage to New Zealand." In a letter to the Canadian Government, the Premier inquires whether there is a market for our wool, also refers to the question of having a cable laid from British Columbia to New Zealand, and thence to Queensland, and goes on to say:—"We have refrained to continue to pay a subsidy to the Eastern Extension Telegraph Company for their cable between here and Australia, as we are in hope that some arrangements may be made that will lead to laying a Pacific Cable." — [163, 586, 313, 790]
newspaper-page — [4, 16, 1110, 1534]
advert-text: This powder is quite harmless to animal life, but is unrivalled in destroying fleas bugs, cockroaches, beetles, moths in furs and every other species of insect. Sportsmen will find this invaluable for destroying fleas in dogs, as also ladies for their pet dogs. The Article has found so great a sale that it has tempted others to vend a so-called article in imitation. The Public are cautioned that tins of the genuine powder bear the autograph of THOMAS KEATING. KEATING'S WORM TABLETS. A purely vegetable sweetmeat, both in appearance and taste, furnishing a most agreeable method of administering the only certain remedy for intestinal or thread worms. It is a perfectly safe and mild preparation, and is especially adapted for Children. Sold in tins by all Chemists and Druggists. Proprietor— — [812, 293, 962, 399]
advert-subtitle: CHEAP FLUID. — [864, 489, 911, 498]
advert-title: SUPERIOR — [524, 857, 608, 875]
column-5 — [661, 16, 810, 1534]
advert-subtitle: Trade (STAG) Mark. — [857, 499, 917, 508]
advert-text: This old and well-established Gazette is now Reduced to One Guinea (Indexes, five shillings extra), and is delivered to ALL SUBSCRIBERS IN CANTERBURY EVERY SATURDAY, giving the latest information of all Bills of Sale, Mortgages of Stock, Wool Liens, Agricultural Liens, Bailments, Affidavits of Satisfaction, &c., and publishes all matters relating to Bankruptcy, Letters Patent, &c., up to time of issue. Sample Copy Sent Free on Application. Subscription, One Guinea; Indexes (published half-yearly), 5s extra. Head Office— — [663, 227, 806, 303]
advert-subtitle: IN THE Pleasant Point, Timaru, Temuka, Geraldine, and Kakahu Districts, The Entire Carriage Horse — [486, 614, 646, 631]
